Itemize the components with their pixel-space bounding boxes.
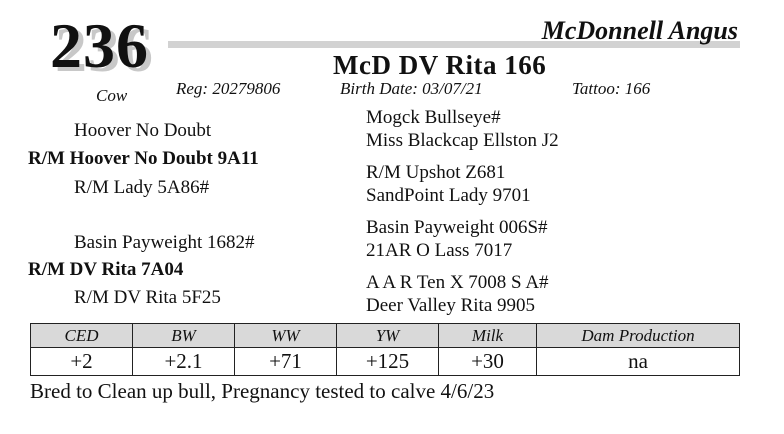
- ggp-2: Miss Blackcap Ellston J2: [366, 130, 559, 151]
- sire-dam: R/M Lady 5A86#: [74, 177, 210, 198]
- epd-value-milk: +30: [439, 348, 537, 376]
- breeding-note: Bred to Clean up bull, Pregnancy tested to calve 4/6/23: [30, 379, 495, 403]
- animal-sex: Cow: [96, 86, 128, 105]
- sire-sire: Hoover No Doubt: [74, 120, 212, 141]
- dam: R/M DV Rita 7A04: [28, 259, 184, 280]
- ggp-1: Mogck Bullseye#: [366, 107, 501, 128]
- registration-number: Reg: 20279806: [176, 79, 281, 98]
- lot-number: 236: [50, 10, 149, 81]
- ggp-5: Basin Payweight 006S#: [366, 217, 548, 238]
- epd-value-ww: +71: [235, 348, 337, 376]
- ggp-8: Deer Valley Rita 9905: [366, 295, 536, 316]
- ggp-7: A A R Ten X 7008 S A#: [366, 272, 549, 293]
- dam-sire: Basin Payweight 1682#: [74, 232, 255, 253]
- dam-dam: R/M DV Rita 5F25: [74, 287, 221, 308]
- epd-header-ced: CED: [31, 324, 133, 348]
- epd-header-yw: YW: [337, 324, 439, 348]
- epd-header-dam-production: Dam Production: [537, 324, 740, 348]
- birth-date: Birth Date: 03/07/21: [340, 79, 483, 98]
- epd-header-bw: BW: [133, 324, 235, 348]
- ggp-3: R/M Upshot Z681: [366, 162, 506, 183]
- breeder-name: McDonnell Angus: [541, 16, 738, 45]
- animal-name: McD DV Rita 166: [333, 50, 547, 80]
- tattoo: Tattoo: 166: [572, 79, 651, 98]
- ggp-4: SandPoint Lady 9701: [366, 185, 531, 206]
- epd-table: [30, 323, 740, 376]
- epd-value-ced: +2: [31, 348, 133, 376]
- epd-header-milk: Milk: [439, 324, 537, 348]
- epd-header-row: [31, 324, 740, 348]
- sire: R/M Hoover No Doubt 9A11: [28, 148, 259, 169]
- epd-value-yw: +125: [337, 348, 439, 376]
- epd-value-dam-production: na: [537, 348, 740, 376]
- epd-header-ww: WW: [235, 324, 337, 348]
- ggp-6: 21AR O Lass 7017: [366, 240, 513, 261]
- epd-value-bw: +2.1: [133, 348, 235, 376]
- epd-value-row: [31, 348, 740, 376]
